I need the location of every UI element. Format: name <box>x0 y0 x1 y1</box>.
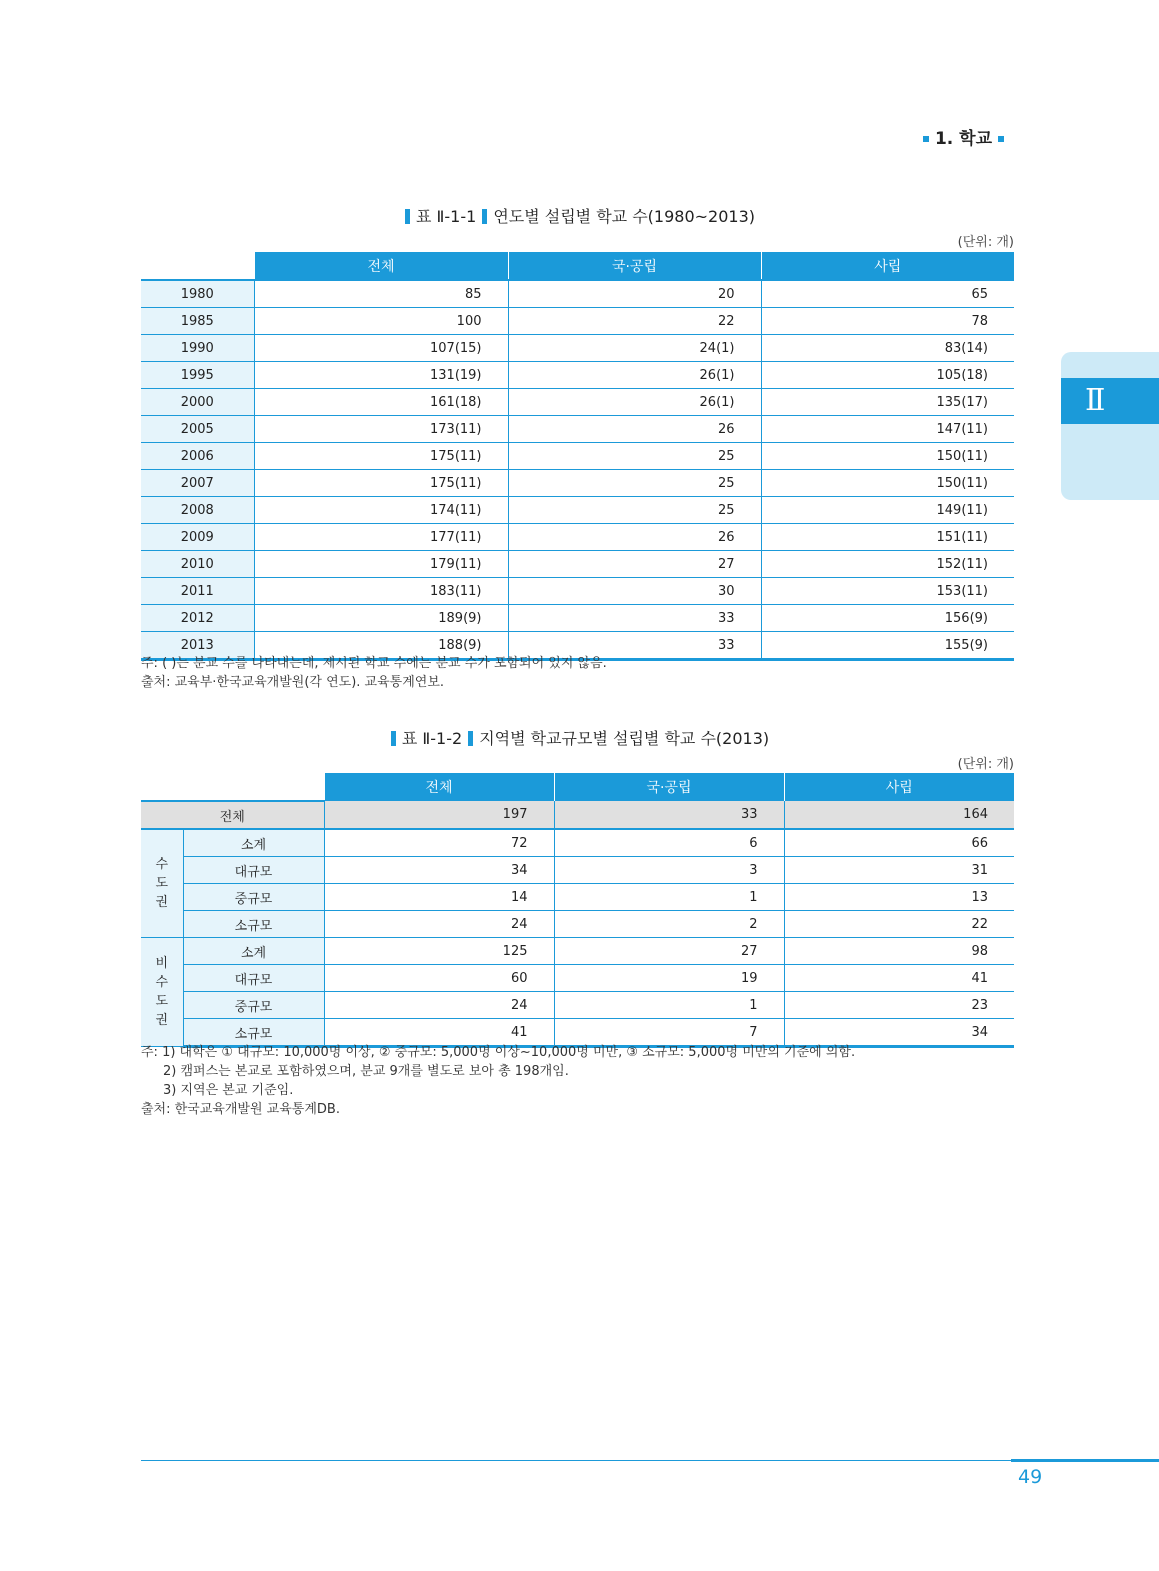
row-label-year: 2009 <box>141 524 254 551</box>
cell-value: 26 <box>508 416 761 443</box>
cell-value: 34 <box>784 1019 1014 1047</box>
cell-value: 161(18) <box>254 389 508 416</box>
table-row-total <box>141 801 1014 829</box>
cell-value: 177(11) <box>254 524 508 551</box>
footer-rule-accent <box>1011 1459 1159 1462</box>
row-label-size: 대규모 <box>183 857 324 884</box>
table-row <box>141 443 1014 470</box>
chapter-side-tab-label: Ⅱ <box>1061 378 1159 424</box>
cell-value: 83(14) <box>761 335 1014 362</box>
table-year-founding <box>141 252 1014 661</box>
cell-value: 131(19) <box>254 362 508 389</box>
cell-value: 60 <box>324 965 554 992</box>
cell-value: 175(11) <box>254 443 508 470</box>
row-label-size: 소계 <box>183 829 324 857</box>
row-label-year: 2005 <box>141 416 254 443</box>
table1-notes <box>141 654 607 692</box>
cell-value: 1 <box>554 884 784 911</box>
page-number: 49 <box>1018 1466 1043 1488</box>
column-header: 전체 <box>254 252 508 280</box>
cell-value: 41 <box>324 1019 554 1047</box>
row-label-year: 2013 <box>141 632 254 660</box>
table-row <box>141 335 1014 362</box>
cell-value: 188(9) <box>254 632 508 660</box>
table2-unit: (단위: 개) <box>957 757 1014 772</box>
table2-caption <box>140 726 1014 749</box>
cell-value: 135(17) <box>761 389 1014 416</box>
row-label-size: 중규모 <box>183 992 324 1019</box>
cell-value: 23 <box>784 992 1014 1019</box>
table1-note: 주: ( )는 분교 수를 나타내는데, 제시된 학교 수에는 분교 수가 포함되어 있지 않음. <box>141 656 607 671</box>
row-label-year: 2006 <box>141 443 254 470</box>
square-bullet-icon <box>998 136 1004 142</box>
cell-value: 24(1) <box>508 335 761 362</box>
row-label-size: 소규모 <box>183 1019 324 1047</box>
row-label-size: 중규모 <box>183 884 324 911</box>
table-row <box>141 938 1014 965</box>
table-row <box>141 911 1014 938</box>
cell-value: 72 <box>324 829 554 857</box>
cell-value: 27 <box>554 938 784 965</box>
cell-value: 153(11) <box>761 578 1014 605</box>
cell-value: 3 <box>554 857 784 884</box>
cell-value: 107(15) <box>254 335 508 362</box>
cell-value: 152(11) <box>761 551 1014 578</box>
cell-value: 1 <box>554 992 784 1019</box>
cell-value: 85 <box>254 280 508 308</box>
cell-value: 33 <box>508 632 761 660</box>
cell-value: 24 <box>324 992 554 1019</box>
cell-value: 156(9) <box>761 605 1014 632</box>
cell-value: 20 <box>508 280 761 308</box>
cell-value: 98 <box>784 938 1014 965</box>
running-head-text: 1. 학교 <box>934 129 992 149</box>
cell-value: 150(11) <box>761 470 1014 497</box>
running-head <box>900 124 1010 149</box>
cell-value: 13 <box>784 884 1014 911</box>
cell-value: 2 <box>554 911 784 938</box>
cell-value: 33 <box>554 801 784 829</box>
cell-value: 105(18) <box>761 362 1014 389</box>
cell-value: 189(9) <box>254 605 508 632</box>
table2-source: 출처: 한국교육개발원 교육통계DB. <box>141 1102 340 1117</box>
table-row <box>141 308 1014 335</box>
cell-value: 26(1) <box>508 362 761 389</box>
row-label-size: 소계 <box>183 938 324 965</box>
table1-caption-label: 표 Ⅱ-1-1 <box>415 207 477 226</box>
row-label-year: 1985 <box>141 308 254 335</box>
row-label-year: 1990 <box>141 335 254 362</box>
table2-note-3: 3) 지역은 본교 기준임. <box>163 1083 294 1098</box>
table-row <box>141 857 1014 884</box>
cell-value: 149(11) <box>761 497 1014 524</box>
cell-value: 78 <box>761 308 1014 335</box>
cell-value: 150(11) <box>761 443 1014 470</box>
chapter-side-tab <box>1061 352 1159 500</box>
column-header: 국·공립 <box>508 252 761 280</box>
cell-value: 151(11) <box>761 524 1014 551</box>
table-header-blank <box>141 252 254 280</box>
row-label-year: 2000 <box>141 389 254 416</box>
table-region-size <box>141 773 1014 1048</box>
row-label: 전체 <box>141 801 324 829</box>
table-row <box>141 524 1014 551</box>
cell-value: 22 <box>784 911 1014 938</box>
cell-value: 65 <box>761 280 1014 308</box>
table-row <box>141 362 1014 389</box>
cell-value: 197 <box>324 801 554 829</box>
row-label-year: 1980 <box>141 280 254 308</box>
table1-caption-title: 연도별 설립별 학교 수(1980~2013) <box>493 207 756 226</box>
cell-value: 174(11) <box>254 497 508 524</box>
table-row <box>141 578 1014 605</box>
table1-unit: (단위: 개) <box>957 235 1014 250</box>
row-label-size: 소규모 <box>183 911 324 938</box>
table-row <box>141 389 1014 416</box>
cell-value: 26(1) <box>508 389 761 416</box>
table-row <box>141 884 1014 911</box>
caption-bar-icon <box>405 209 410 224</box>
cell-value: 26 <box>508 524 761 551</box>
row-label-year: 2012 <box>141 605 254 632</box>
row-label-year: 2007 <box>141 470 254 497</box>
cell-value: 164 <box>784 801 1014 829</box>
cell-value: 100 <box>254 308 508 335</box>
cell-value: 7 <box>554 1019 784 1047</box>
table-row <box>141 829 1014 857</box>
cell-value: 22 <box>508 308 761 335</box>
table1-caption <box>140 204 1014 227</box>
table2-caption-title: 지역별 학교규모별 설립별 학교 수(2013) <box>479 729 770 748</box>
table-row <box>141 497 1014 524</box>
cell-value: 183(11) <box>254 578 508 605</box>
column-header: 사립 <box>784 773 1014 801</box>
row-label-year: 2010 <box>141 551 254 578</box>
cell-value: 25 <box>508 443 761 470</box>
cell-value: 6 <box>554 829 784 857</box>
cell-value: 179(11) <box>254 551 508 578</box>
table2-caption-label: 표 Ⅱ-1-2 <box>401 729 463 748</box>
cell-value: 30 <box>508 578 761 605</box>
cell-value: 125 <box>324 938 554 965</box>
cell-value: 19 <box>554 965 784 992</box>
caption-bar-icon <box>482 209 487 224</box>
caption-bar-icon <box>391 731 396 746</box>
cell-value: 25 <box>508 470 761 497</box>
cell-value: 173(11) <box>254 416 508 443</box>
square-bullet-icon <box>923 136 929 142</box>
cell-value: 41 <box>784 965 1014 992</box>
cell-value: 155(9) <box>761 632 1014 660</box>
row-label-year: 1995 <box>141 362 254 389</box>
table-row <box>141 416 1014 443</box>
table2-note-2: 2) 캠퍼스는 본교로 포함하였으며, 분교 9개를 별도로 보아 총 198개임. <box>163 1064 569 1079</box>
cell-value: 31 <box>784 857 1014 884</box>
cell-value: 14 <box>324 884 554 911</box>
cell-value: 25 <box>508 497 761 524</box>
table-row <box>141 280 1014 308</box>
cell-value: 27 <box>508 551 761 578</box>
table-row <box>141 965 1014 992</box>
row-label-size: 대규모 <box>183 965 324 992</box>
cell-value: 24 <box>324 911 554 938</box>
table-row <box>141 992 1014 1019</box>
table-header-blank <box>141 773 324 801</box>
footer-rule <box>141 1460 1011 1461</box>
region-label: 수 도 권 <box>141 829 183 938</box>
table2-notes <box>141 1043 855 1119</box>
cell-value: 66 <box>784 829 1014 857</box>
column-header: 전체 <box>324 773 554 801</box>
table1-source: 출처: 교육부·한국교육개발원(각 연도). 교육통계연보. <box>141 675 445 690</box>
column-header: 국·공립 <box>554 773 784 801</box>
row-label-year: 2011 <box>141 578 254 605</box>
cell-value: 175(11) <box>254 470 508 497</box>
row-label-year: 2008 <box>141 497 254 524</box>
cell-value: 34 <box>324 857 554 884</box>
table2-note-1: 주: 1) 대학은 ① 대규모: 10,000명 이상, ② 중규모: 5,000명 이상~10,000명 미만, ③ 소규모: 5,000명 미만의 기준에 의함. <box>141 1045 856 1060</box>
table-row <box>141 470 1014 497</box>
table-row <box>141 551 1014 578</box>
caption-bar-icon <box>468 731 473 746</box>
region-label: 비 수 도 권 <box>141 938 183 1047</box>
column-header: 사립 <box>761 252 1014 280</box>
cell-value: 147(11) <box>761 416 1014 443</box>
table-row <box>141 605 1014 632</box>
cell-value: 33 <box>508 605 761 632</box>
